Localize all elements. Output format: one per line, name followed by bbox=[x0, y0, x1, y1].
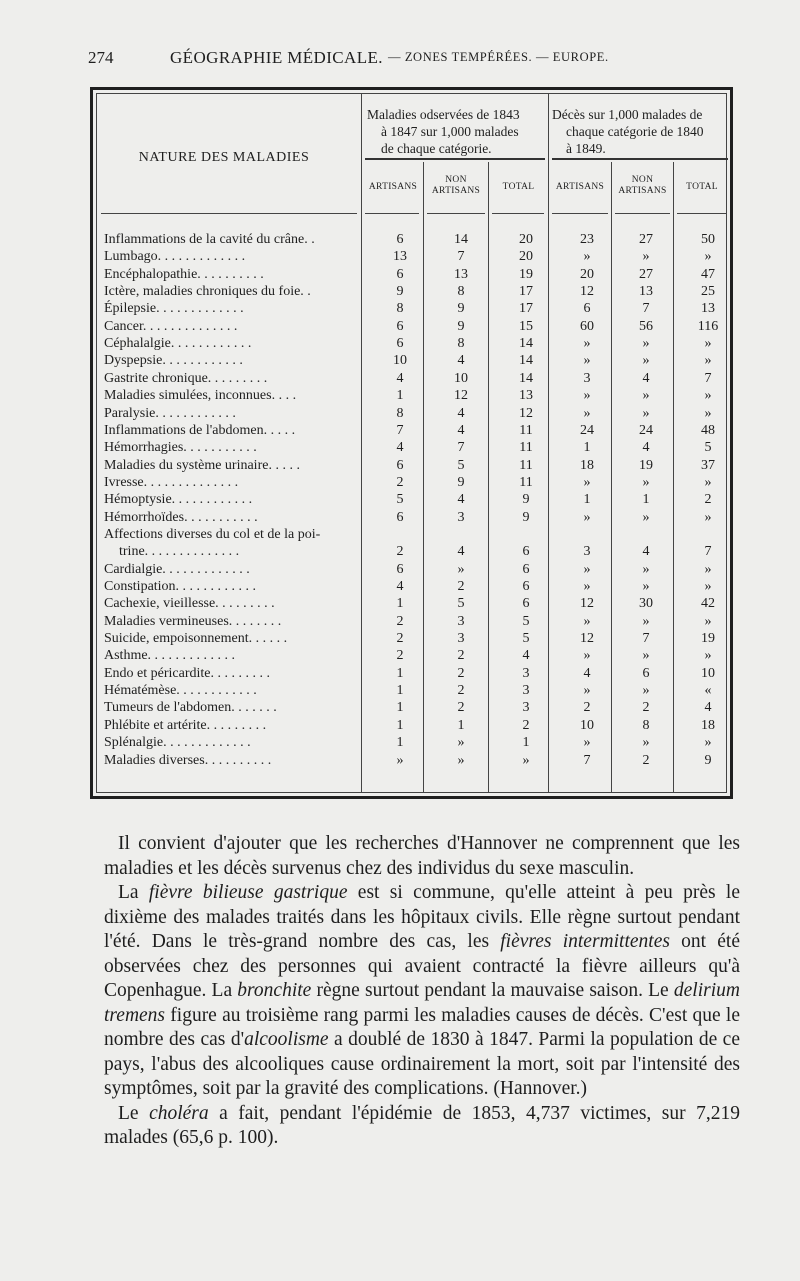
table-cell: « bbox=[704, 683, 712, 699]
table-cell: 11 bbox=[519, 457, 533, 473]
table-cell: 7 bbox=[457, 440, 465, 456]
disease-name: Encéphalopathie. . . . . . . . . . bbox=[104, 266, 264, 282]
table-cell: » bbox=[583, 388, 591, 404]
table-cell: 4 bbox=[396, 440, 404, 456]
table-cell: » bbox=[457, 752, 465, 768]
table-cell: » bbox=[396, 752, 404, 768]
table-cell: 6 bbox=[396, 457, 404, 473]
table-cell: 17 bbox=[519, 284, 533, 300]
table-cell: » bbox=[642, 613, 650, 629]
table-cell: 56 bbox=[639, 318, 653, 334]
table-cell: 1 bbox=[583, 492, 591, 508]
disease-name: Hémorrhagies. . . . . . . . . . . bbox=[104, 440, 257, 456]
col-header-line: ARTISANS bbox=[618, 186, 667, 196]
table-row bbox=[93, 613, 733, 630]
table-cell: » bbox=[642, 579, 650, 594]
table-cell: 9 bbox=[704, 752, 712, 768]
table-cell: 37 bbox=[701, 457, 715, 473]
table-cell: » bbox=[642, 405, 650, 421]
table-cell: » bbox=[583, 579, 591, 594]
table-cell: 6 bbox=[396, 561, 404, 577]
table-cell: 19 bbox=[701, 631, 715, 647]
group-header-line: à 1847 sur 1,000 malades bbox=[381, 124, 519, 139]
table-row bbox=[93, 752, 733, 769]
table-cell: » bbox=[642, 509, 650, 525]
table-cell: 4 bbox=[642, 370, 650, 386]
disease-name: Hémoptysie. . . . . . . . . . . . bbox=[104, 492, 253, 508]
table-row bbox=[93, 474, 733, 491]
table-cell: 6 bbox=[522, 544, 530, 560]
table-cell: 4 bbox=[396, 370, 404, 386]
table-cell: 20 bbox=[519, 232, 533, 247]
text-run: a fait, pendant l'épidémie de 1853, 4,737 victimes, sur 7,219 malades (65,6 p. 100). bbox=[104, 1102, 740, 1148]
table-cell: 9 bbox=[457, 474, 465, 490]
table-cell: 3 bbox=[583, 544, 591, 560]
col-header-non-artisans bbox=[424, 175, 488, 197]
table-cell: » bbox=[642, 249, 650, 265]
table-row bbox=[93, 509, 733, 526]
col-header-total: TOTAL bbox=[502, 182, 535, 192]
table-cell: 14 bbox=[519, 336, 533, 352]
table-cell: » bbox=[583, 336, 591, 352]
table-cell: 5 bbox=[396, 492, 404, 508]
table-cell: 6 bbox=[583, 301, 591, 317]
table-rule bbox=[427, 213, 485, 214]
disease-name: Constipation. . . . . . . . . . . . bbox=[104, 579, 257, 594]
table-cell: » bbox=[704, 336, 712, 352]
col-header-artisans: ARTISANS bbox=[368, 182, 418, 192]
table-cell: » bbox=[704, 474, 712, 490]
paragraph bbox=[104, 1102, 740, 1151]
table-cell: 11 bbox=[519, 474, 533, 490]
table-cell: 4 bbox=[704, 700, 712, 716]
paragraph: Il convient d'ajouter que les recherches d'Hannover ne comprennent que les maladies et les décès survenus chez des individus du sexe masculin. bbox=[104, 833, 740, 879]
table-cell: 9 bbox=[457, 301, 465, 317]
disease-name: Tumeurs de l'abdomen. . . . . . . bbox=[104, 700, 277, 716]
table-cell: 7 bbox=[457, 249, 465, 265]
disease-name: Hématémèse. . . . . . . . . . . . bbox=[104, 683, 257, 699]
table-cell: » bbox=[704, 613, 712, 629]
table-row bbox=[93, 665, 733, 682]
table-cell: » bbox=[642, 683, 650, 699]
table-cell: » bbox=[583, 509, 591, 525]
table-cell: 2 bbox=[457, 665, 465, 681]
table-row bbox=[93, 300, 733, 317]
table-cell: 5 bbox=[457, 457, 465, 473]
col-header-artisans: ARTISANS bbox=[555, 182, 605, 192]
table-cell: 1 bbox=[642, 492, 650, 508]
table-cell: 23 bbox=[580, 232, 594, 247]
table-cell: 60 bbox=[580, 318, 594, 334]
table-row bbox=[93, 405, 733, 422]
table-cell: 4 bbox=[583, 665, 591, 681]
table-cell: 2 bbox=[704, 492, 712, 508]
table-cell: 3 bbox=[457, 509, 465, 525]
table-cell: » bbox=[704, 405, 712, 421]
table-cell: 2 bbox=[457, 683, 465, 699]
table-cell: 6 bbox=[396, 318, 404, 334]
table-cell: 3 bbox=[522, 700, 530, 716]
table-cell: 12 bbox=[580, 284, 594, 300]
disease-name: Lumbago. . . . . . . . . . . . . bbox=[104, 249, 246, 265]
table-row bbox=[93, 491, 733, 508]
italic-term: delirium tremens bbox=[104, 980, 740, 1026]
col-header-total: TOTAL bbox=[686, 182, 718, 192]
col-header-line: NON bbox=[445, 175, 467, 185]
table-cell: 7 bbox=[583, 752, 591, 768]
table-cell: 19 bbox=[519, 266, 533, 282]
table-row bbox=[93, 422, 733, 439]
table-rule bbox=[552, 158, 728, 160]
italic-term: fièvre bilieuse gastrique bbox=[148, 882, 348, 903]
table-cell: 12 bbox=[580, 631, 594, 647]
table-cell: 2 bbox=[642, 700, 650, 716]
table-rule bbox=[101, 213, 357, 214]
text-run: Le bbox=[118, 1102, 150, 1124]
table-cell: 13 bbox=[454, 266, 468, 282]
group-header-line: Décès sur 1,000 malades de bbox=[552, 107, 703, 122]
table-cell: 1 bbox=[583, 440, 591, 456]
table-cell: 2 bbox=[522, 717, 530, 733]
table-cell: » bbox=[583, 683, 591, 699]
table-cell: » bbox=[704, 648, 712, 664]
table-row bbox=[93, 370, 733, 387]
body-text bbox=[104, 832, 740, 1151]
table-cell: 7 bbox=[704, 544, 712, 560]
disease-name: Maladies simulées, inconnues. . . . bbox=[104, 388, 297, 404]
group-header-line: de chaque catégorie. bbox=[381, 141, 492, 156]
table-cell: 2 bbox=[396, 474, 404, 490]
table-cell: 8 bbox=[457, 284, 465, 300]
table-cell: » bbox=[704, 735, 712, 751]
table-cell: » bbox=[642, 336, 650, 352]
table-cell: 20 bbox=[519, 249, 533, 265]
table-row bbox=[93, 699, 733, 716]
table-row bbox=[93, 457, 733, 474]
table-cell: 7 bbox=[642, 301, 650, 317]
table-cell: 2 bbox=[642, 752, 650, 768]
table-row bbox=[93, 335, 733, 352]
table-cell: 24 bbox=[580, 422, 594, 438]
table-cell: 116 bbox=[697, 318, 719, 334]
disease-name: trine. . . . . . . . . . . . . . bbox=[119, 544, 240, 560]
table-rule bbox=[552, 213, 608, 214]
disease-name: Gastrite chronique. . . . . . . . . bbox=[104, 370, 268, 386]
text-run: ont été observées chez des personnes qui avaient contracté la fièvre ailleurs qu'à Copenhague. La bbox=[104, 931, 740, 1001]
table-cell: » bbox=[583, 405, 591, 421]
text-run: a doublé de 1830 à 1847. Parmi la population de ce pays, l'abus des alcooliques cause ordinairement la mort, soit par l'intensité des symptômes, soit par la gravité des complications. (Hannover.) bbox=[104, 1029, 740, 1099]
italic-term: alcoolisme bbox=[244, 1029, 329, 1050]
table-cell: » bbox=[704, 249, 712, 265]
table-cell: » bbox=[704, 388, 712, 404]
table-cell: 14 bbox=[519, 370, 533, 386]
table-cell: 11 bbox=[519, 440, 533, 456]
disease-name: Épilepsie. . . . . . . . . . . . . bbox=[104, 301, 244, 317]
table-cell: » bbox=[642, 388, 650, 404]
table-cell: » bbox=[583, 561, 591, 577]
disease-name: Maladies vermineuses. . . . . . . . bbox=[104, 613, 282, 629]
table-cell: 19 bbox=[639, 457, 653, 473]
disease-name: Maladies du système urinaire. . . . . bbox=[104, 457, 300, 473]
table-cell: » bbox=[583, 613, 591, 629]
paragraph bbox=[104, 881, 740, 1102]
table-cell: 1 bbox=[522, 735, 530, 751]
table-cell: » bbox=[642, 735, 650, 751]
table-cell: » bbox=[642, 648, 650, 664]
table-cell: 12 bbox=[519, 405, 533, 421]
disease-name: Maladies diverses. . . . . . . . . . bbox=[104, 752, 272, 768]
table-cell: 4 bbox=[396, 579, 404, 594]
table-cell: 3 bbox=[583, 370, 591, 386]
table-cell: 27 bbox=[639, 232, 653, 247]
table-cell: 12 bbox=[454, 388, 468, 404]
table-cell: 6 bbox=[642, 665, 650, 681]
disease-name: Phlébite et artérite. . . . . . . . . bbox=[104, 717, 267, 733]
disease-name: Asthme. . . . . . . . . . . . . bbox=[104, 648, 236, 664]
table-row bbox=[93, 717, 733, 734]
group-header-line: chaque catégorie de 1840 bbox=[566, 124, 704, 139]
table-cell: 13 bbox=[393, 249, 407, 265]
disease-name: Inflammations de la cavité du crâne. . bbox=[104, 232, 315, 247]
table-cell: 3 bbox=[457, 613, 465, 629]
table-cell: 9 bbox=[396, 284, 404, 300]
table-cell: 1 bbox=[396, 683, 404, 699]
page-number: 274 bbox=[88, 48, 114, 67]
table-cell: 2 bbox=[396, 544, 404, 560]
table-cell: 1 bbox=[396, 596, 404, 612]
table-cell: 30 bbox=[639, 596, 653, 612]
running-subtitle: — ZONES TEMPÉRÉES. — EUROPE. bbox=[388, 50, 609, 64]
table-cell: 2 bbox=[457, 700, 465, 716]
table-cell: 18 bbox=[701, 717, 715, 733]
text-run: est si commune, qu'elle atteint à peu près le dixième des malades traités dans les hôpitaux civils. Elle règne surtout pendant l'été. Dans le très-grand nombre des cas, les bbox=[104, 882, 740, 952]
italic-term: fièvres intermittentes bbox=[500, 931, 670, 952]
table-row bbox=[93, 734, 733, 751]
table-cell: 13 bbox=[519, 388, 533, 404]
table-cell: 18 bbox=[580, 457, 594, 473]
table-cell: 10 bbox=[393, 353, 407, 369]
table-rule bbox=[677, 213, 727, 214]
table-cell: 2 bbox=[396, 631, 404, 647]
table-cell: 6 bbox=[522, 579, 530, 594]
table-cell: 1 bbox=[396, 700, 404, 716]
table-cell: 4 bbox=[522, 648, 530, 664]
table-row bbox=[93, 352, 733, 369]
italic-term: bronchite bbox=[237, 980, 312, 1001]
table-row bbox=[93, 266, 733, 283]
group-header-deaths bbox=[552, 106, 732, 157]
table-cell: 4 bbox=[457, 492, 465, 508]
table-cell: 4 bbox=[642, 440, 650, 456]
table-cell: 47 bbox=[701, 266, 715, 282]
table-cell: 3 bbox=[457, 631, 465, 647]
table-row bbox=[93, 543, 733, 560]
table-row bbox=[93, 682, 733, 699]
table-cell: 11 bbox=[519, 422, 533, 438]
table-cell: 2 bbox=[396, 613, 404, 629]
disease-name: Endo et péricardite. . . . . . . . . bbox=[104, 665, 271, 681]
table-row bbox=[93, 647, 733, 664]
table-cell: 14 bbox=[454, 232, 468, 247]
disease-table bbox=[90, 87, 733, 799]
disease-name: Affections diverses du col et de la poi- bbox=[104, 526, 321, 542]
table-cell: » bbox=[583, 648, 591, 664]
table-cell: 48 bbox=[701, 422, 715, 438]
table-row bbox=[93, 283, 733, 300]
table-cell: » bbox=[642, 474, 650, 490]
table-cell: 6 bbox=[396, 509, 404, 525]
table-cell: 1 bbox=[396, 665, 404, 681]
nature-column-header: NATURE DES MALADIES bbox=[138, 150, 310, 165]
table-cell: 17 bbox=[519, 301, 533, 317]
table-cell: 12 bbox=[580, 596, 594, 612]
disease-name: Splénalgie. . . . . . . . . . . . . bbox=[104, 735, 251, 751]
table-cell: 13 bbox=[639, 284, 653, 300]
table-cell: 9 bbox=[457, 318, 465, 334]
table-cell: 8 bbox=[396, 301, 404, 317]
table-cell: 14 bbox=[519, 353, 533, 369]
group-header-observed bbox=[367, 106, 547, 157]
table-row bbox=[93, 561, 733, 578]
table-cell: 20 bbox=[580, 266, 594, 282]
table-cell: 6 bbox=[522, 596, 530, 612]
table-cell: 7 bbox=[704, 370, 712, 386]
table-cell: » bbox=[704, 509, 712, 525]
table-rule bbox=[492, 213, 544, 214]
disease-name: Cardialgie. . . . . . . . . . . . . bbox=[104, 561, 250, 577]
table-cell: » bbox=[457, 561, 465, 577]
table-cell: » bbox=[583, 353, 591, 369]
table-cell: 50 bbox=[701, 232, 715, 247]
table-cell: 5 bbox=[522, 631, 530, 647]
table-cell: 9 bbox=[522, 492, 530, 508]
table-cell: 15 bbox=[519, 318, 533, 334]
table-cell: 6 bbox=[396, 232, 404, 247]
table-cell: » bbox=[583, 474, 591, 490]
disease-name: Suicide, empoisonnement. . . . . . bbox=[104, 631, 288, 647]
table-cell: 1 bbox=[396, 717, 404, 733]
table-cell: 10 bbox=[701, 665, 715, 681]
table-cell: 4 bbox=[457, 353, 465, 369]
table-cell: 3 bbox=[522, 683, 530, 699]
table-row bbox=[93, 439, 733, 456]
table-cell: 7 bbox=[396, 422, 404, 438]
disease-name: Hémorrhoïdes. . . . . . . . . . . bbox=[104, 509, 258, 525]
table-cell: 25 bbox=[701, 284, 715, 300]
table-cell: 8 bbox=[642, 717, 650, 733]
table-cell: 4 bbox=[457, 422, 465, 438]
table-cell: » bbox=[583, 249, 591, 265]
table-rule bbox=[365, 213, 419, 214]
table-cell: » bbox=[457, 735, 465, 751]
table-cell: » bbox=[704, 561, 712, 577]
table-cell: 13 bbox=[701, 301, 715, 317]
table-cell: 4 bbox=[457, 544, 465, 560]
table-cell: » bbox=[522, 752, 530, 768]
text-run: La bbox=[118, 882, 149, 903]
disease-name: Céphalalgie. . . . . . . . . . . . bbox=[104, 336, 252, 352]
table-row-continued bbox=[93, 526, 733, 543]
table-cell: » bbox=[704, 579, 712, 594]
table-cell: 8 bbox=[457, 336, 465, 352]
disease-name: Inflammations de l'abdomen. . . . . bbox=[104, 422, 296, 438]
col-header-non-artisans bbox=[612, 175, 673, 197]
col-header-line: ARTISANS bbox=[431, 186, 481, 196]
table-row bbox=[93, 578, 733, 595]
table-cell: » bbox=[642, 561, 650, 577]
table-cell: 2 bbox=[396, 648, 404, 664]
group-header-line: à 1849. bbox=[566, 141, 606, 156]
table-row bbox=[93, 248, 733, 265]
table-cell: 10 bbox=[580, 717, 594, 733]
table-cell: 5 bbox=[522, 613, 530, 629]
disease-name: Paralysie. . . . . . . . . . . . bbox=[104, 405, 236, 421]
table-cell: 2 bbox=[583, 700, 591, 716]
table-row bbox=[93, 387, 733, 404]
group-header-line: Maladies odservées de 1843 bbox=[367, 107, 520, 122]
table-cell: 1 bbox=[396, 388, 404, 404]
table-cell: 2 bbox=[457, 648, 465, 664]
table-cell: 9 bbox=[522, 509, 530, 525]
disease-name: Dyspepsie. . . . . . . . . . . . bbox=[104, 353, 243, 369]
table-cell: 42 bbox=[701, 596, 715, 612]
table-rule bbox=[615, 213, 670, 214]
italic-term: choléra bbox=[149, 1102, 209, 1124]
table-cell: 27 bbox=[639, 266, 653, 282]
table-cell: 5 bbox=[457, 596, 465, 612]
disease-name: Cachexie, vieillesse. . . . . . . . . bbox=[104, 596, 275, 612]
text-run: règne surtout pendant la mauvaise saison. Le bbox=[311, 980, 674, 1001]
table-cell: 3 bbox=[522, 665, 530, 681]
page-header bbox=[88, 48, 678, 74]
disease-name: Ivresse. . . . . . . . . . . . . . bbox=[104, 474, 239, 490]
table-rule bbox=[365, 158, 545, 160]
table-cell: 1 bbox=[396, 735, 404, 751]
table-cell: » bbox=[642, 353, 650, 369]
col-header-line: NON bbox=[631, 175, 654, 185]
table-cell: 1 bbox=[457, 717, 465, 733]
table-cell: 24 bbox=[639, 422, 653, 438]
table-cell: 5 bbox=[704, 440, 712, 456]
disease-name: Ictère, maladies chroniques du foie. . bbox=[104, 284, 311, 300]
table-cell: » bbox=[704, 353, 712, 369]
table-cell: 8 bbox=[396, 405, 404, 421]
table-cell: » bbox=[583, 735, 591, 751]
disease-name: Cancer. . . . . . . . . . . . . . bbox=[104, 318, 238, 334]
table-cell: 6 bbox=[396, 336, 404, 352]
text-run: figure au troisième rang parmi les maladies causes de décès. C'est que le nombre des cas d' bbox=[104, 1004, 740, 1050]
table-cell: 6 bbox=[522, 561, 530, 577]
table-cell: 2 bbox=[457, 579, 465, 594]
table-cell: 4 bbox=[642, 544, 650, 560]
table-cell: 4 bbox=[457, 405, 465, 421]
table-row bbox=[93, 595, 733, 612]
table-row bbox=[93, 231, 733, 248]
running-title: GÉOGRAPHIE MÉDICALE. bbox=[170, 48, 383, 67]
table-cell: 7 bbox=[642, 631, 650, 647]
table-cell: 10 bbox=[454, 370, 468, 386]
table-row bbox=[93, 318, 733, 335]
table-cell: 6 bbox=[396, 266, 404, 282]
table-row bbox=[93, 630, 733, 647]
